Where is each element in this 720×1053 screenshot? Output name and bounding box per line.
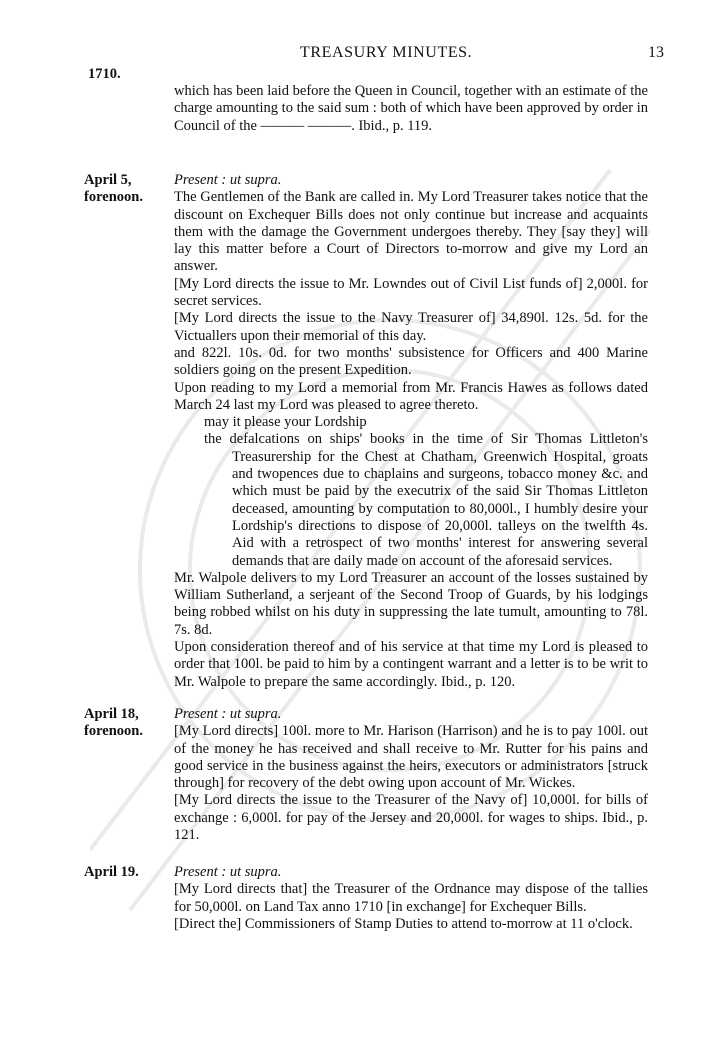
paragraph: and 822l. 10s. 0d. for two months' subsistence for Officers and 400 Marine soldiers going on the present Expedition. bbox=[174, 344, 648, 379]
paragraph: [My Lord directs the issue to the Treasurer of the Navy of] 10,000l. for bills of exchange : 6,000l. for pay of the Jersey and 20,000l. for wages to ships. Ibid., p. 121. bbox=[174, 792, 648, 844]
paragraph: Upon reading to my Lord a memorial from Mr. Francis Hawes as follows dated March 24 last my Lord was pleased to agree thereto. bbox=[174, 379, 648, 413]
entry-continued-text: which has been laid before the Queen in Council, together with an estimate of the charge amounting to the said sum : both of which have been approved by order in Council of the ——— ———. Ibid., p. 119. bbox=[174, 83, 648, 134]
quote-body: the defalcations on ships' books in the time of Sir Thomas Littleton's Treasurership for the Chest at Chatham, Greenwich Hospital, groats and twopences due to chaplains and surgeons, tobacco money &c. and which must be paid by the executrix of the said Sir Thomas Littleton deceased, amounting by computation to 80,000l., I humbly desire your Lordship's directions to dispose of 20,000l. talleys on the twelfth 4s. Aid with a retrospect of two months' interest for answering several demands that are daily made on account of the aforesaid services. bbox=[204, 431, 648, 569]
entry-april-19-body bbox=[174, 864, 648, 933]
paragraph: The Gentlemen of the Bank are called in. My Lord Treasurer takes notice that the discount on Exchequer Bills does not only continue but increase and acquaints them with the damage the Government undergoes thereby. They [say they] will lay this matter before a Court of Directors to-morrow and give my Lord an answer. bbox=[174, 189, 648, 275]
date-line-2: forenoon. bbox=[84, 189, 143, 205]
paragraph: [My Lord directs] 100l. more to Mr. Harison (Harrison) and he is to pay 100l. out of the money he has received and shall receive to Mr. Rutter for his pains and good service in the business against the heirs, executors or administrators [struck through] for recovery of the debt owing upon account of Mr. Wickes. bbox=[174, 723, 648, 792]
page-number: 13 bbox=[648, 44, 664, 61]
entry-april-5-body bbox=[174, 172, 648, 691]
paragraph: [My Lord directs that] the Treasurer of the Ordnance may dispose of the tallies for 50,000l. on Land Tax anno 1710 [in exchange] for Exchequer Bills. bbox=[174, 881, 648, 915]
present-line: Present : ut supra. bbox=[174, 172, 282, 188]
quote-salutation: may it please your Lordship bbox=[204, 414, 367, 431]
date-line-1: April 5, bbox=[84, 172, 132, 188]
present-line: Present : ut supra. bbox=[174, 864, 282, 880]
paragraph: [My Lord directs the issue to Mr. Lowndes out of Civil List funds of] 2,000l. for secret services. bbox=[174, 275, 648, 310]
quoted-memorial bbox=[174, 414, 648, 570]
date-line-1: April 18, bbox=[84, 706, 139, 722]
year-label: 1710. bbox=[88, 66, 121, 82]
entry-continued-body bbox=[174, 83, 648, 135]
paragraph: [My Lord directs the issue to the Navy Treasurer of] 34,890l. 12s. 5d. for the Victuallers upon their memorial of this day. bbox=[174, 310, 648, 344]
margin-date-april-5 bbox=[84, 172, 162, 206]
date-line-2: forenoon. bbox=[84, 723, 143, 739]
paragraph: [Direct the] Commissioners of Stamp Duties to attend to-morrow at 11 o'clock. bbox=[174, 915, 633, 932]
paragraph: Upon consideration thereof and of his service at that time my Lord is pleased to order that 100l. be paid to him by a contingent warrant and a letter is to be writ to Mr. Walpole to prepare the same accordingly. Ibid., p. 120. bbox=[174, 639, 648, 690]
entry-april-18-body bbox=[174, 706, 648, 844]
margin-date-april-18 bbox=[84, 706, 162, 740]
date-line-1: April 19. bbox=[84, 864, 139, 880]
present-line: Present : ut supra. bbox=[174, 706, 282, 722]
paragraph: Mr. Walpole delivers to my Lord Treasurer an account of the losses sustained by William Sutherland, a serjeant of the Second Troop of Guards, by his lodgings being robbed whilst on his duty in suppressing the late tumult, amounting to 78l. 7s. 8d. bbox=[174, 569, 648, 638]
margin-date-april-19 bbox=[84, 864, 162, 881]
running-title: TREASURY MINUTES. bbox=[300, 44, 473, 61]
page-header bbox=[0, 44, 720, 64]
